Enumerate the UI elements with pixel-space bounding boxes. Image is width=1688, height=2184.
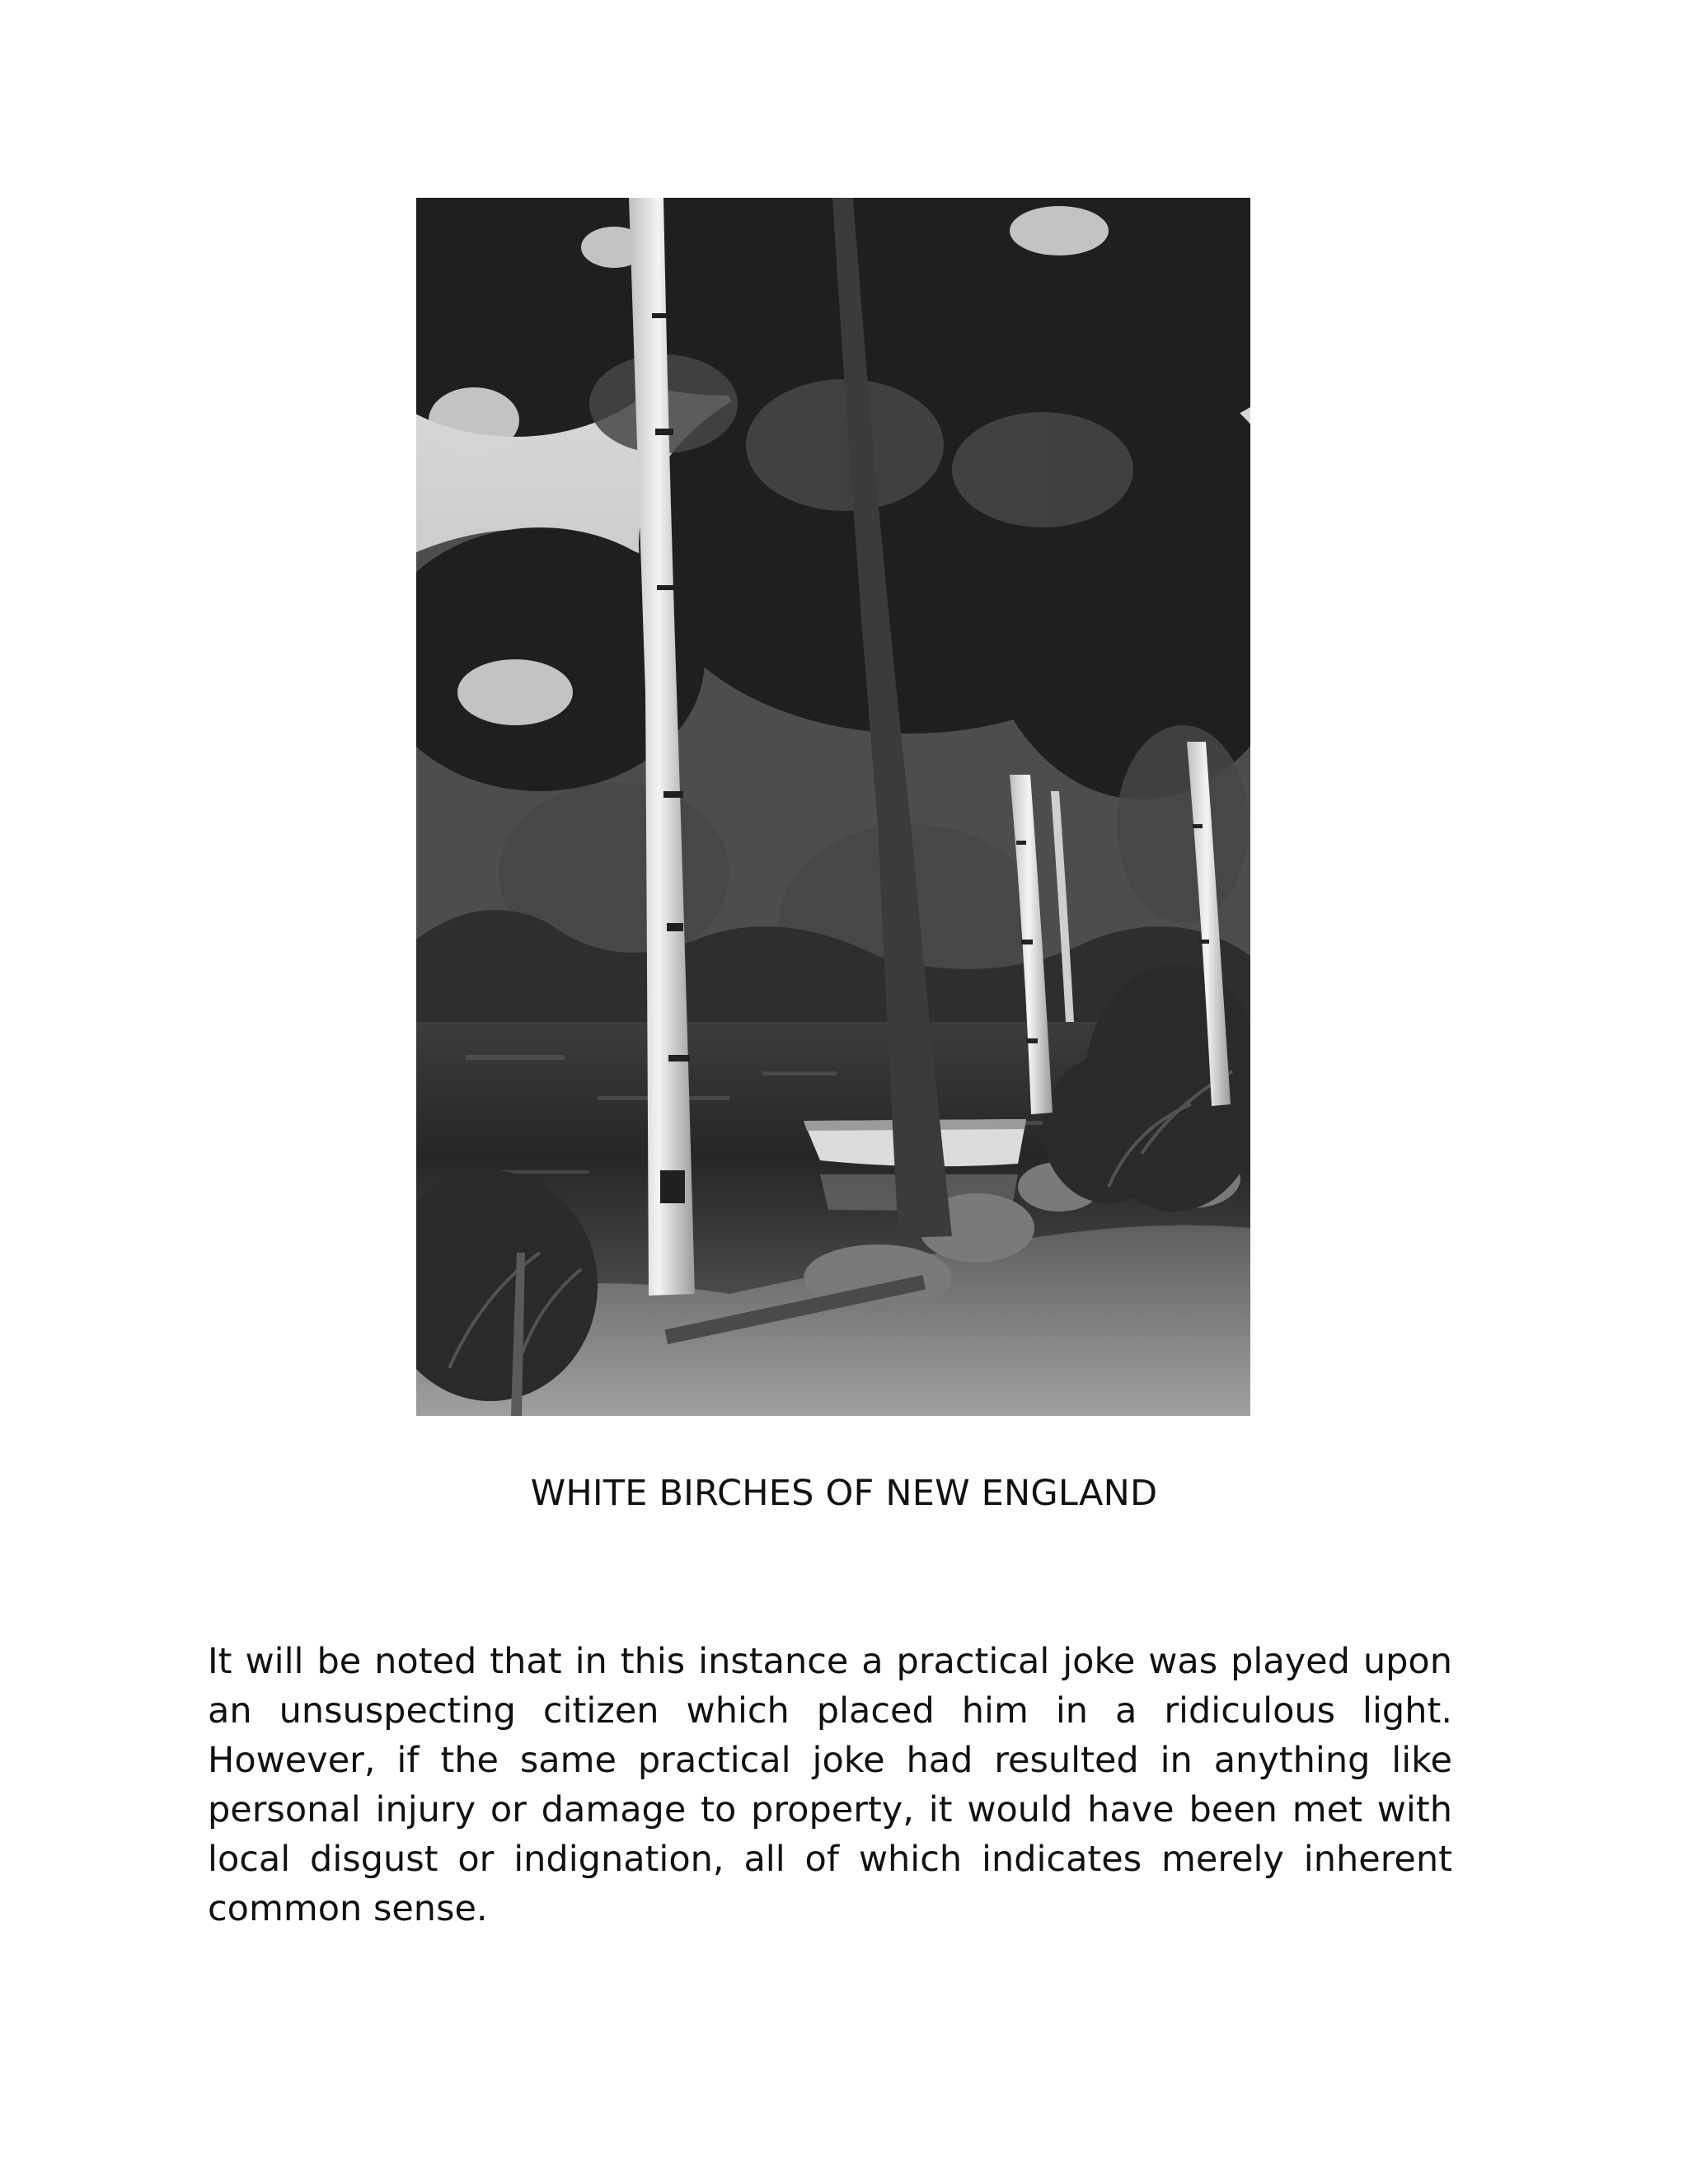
birch-photograph (416, 198, 1250, 1416)
photo-illustration (416, 198, 1250, 1416)
photo-caption: WHITE BIRCHES OF NEW ENGLAND (530, 1473, 1158, 1514)
body-paragraph: It will be noted that in this instance a practical joke was played upon an unsuspecting citizen which placed him in a ridiculous light. However, if the same practical joke had resulted in anything like personal injury or damage to property, it would have been met with local disgust or indignation, all of which indicates merely inherent common sense. (208, 1641, 1452, 1929)
